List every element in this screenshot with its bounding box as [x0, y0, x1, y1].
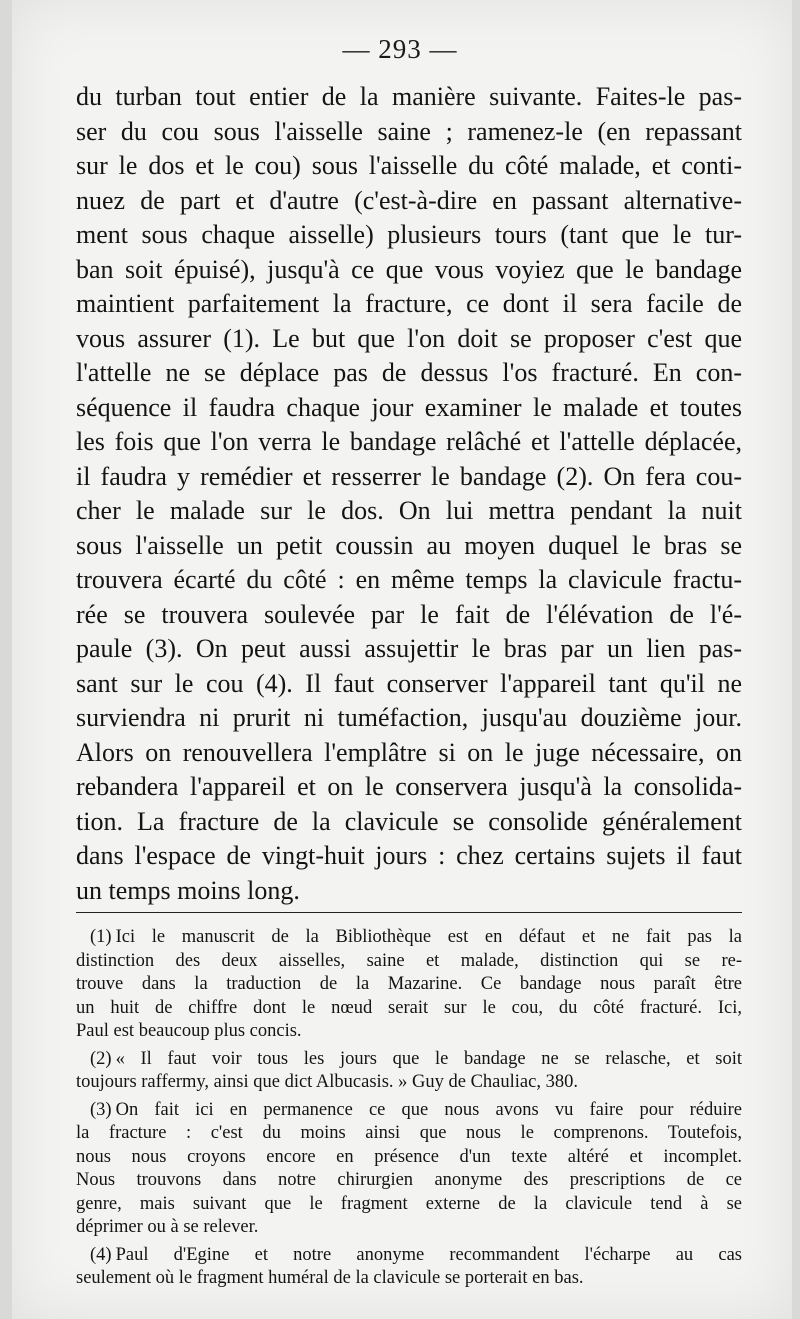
text-line: du turban tout entier de la manière suivante. Faites-le pas- [76, 82, 742, 111]
text-line: il faudra y remédier et resserrer le bandage (2). On fera cou- [76, 461, 742, 491]
footnote-text: Paul d'Egine et notre anonyme recommandent l'écharpe au cas [115, 1244, 742, 1265]
footnote-number: (3) [90, 1099, 112, 1120]
text-line: cher le malade sur le dos. On lui mettra pendant la nuit [76, 496, 742, 525]
text-line: sur le dos et le cou) sous l'aisselle du côté malade, et conti- [76, 151, 742, 180]
footnotes [76, 926, 742, 1295]
text-line: les fois que l'on verra le bandage relâché et l'attelle déplacée, [76, 427, 742, 456]
footnote-line: la fracture : c'est du moins ainsi que nous le comprenons. Toutefois, [76, 1123, 742, 1143]
footnote [76, 926, 742, 1044]
text-line: tion. La fracture de la clavicule se consolide généralement [76, 806, 742, 836]
footnote-number: (1) [90, 927, 112, 947]
text-line: sous l'aisselle un petit coussin au moyen duquel le bras se [76, 530, 742, 560]
text-line: rebandera l'appareil et on le conservera jusqu'à la consolida- [76, 772, 742, 801]
footnote [76, 1244, 742, 1291]
footnote [76, 1048, 742, 1095]
text-line: trouvera écarté du côté : en même temps la clavicule fractu- [76, 565, 742, 594]
footnote-line [76, 926, 742, 950]
footnote-line: genre, mais suivant que le fragment externe de la clavicule tend à se [76, 1193, 742, 1214]
footnote-line [76, 1099, 742, 1123]
footnote-line: Paul est beaucoup plus concis. [76, 1021, 302, 1041]
footnote-line: distinction des deux aisselles, saine et malade, distinction qui se re- [76, 950, 742, 971]
text-line: ser du cou sous l'aisselle saine ; ramenez-le (en repassant [76, 116, 742, 146]
text-line: un temps moins long. [76, 875, 300, 905]
text-line: séquence il faudra chaque jour examiner le malade et toutes [76, 392, 742, 422]
footnote-line: Nous trouvons dans notre chirurgien anonyme des prescriptions de ce [76, 1170, 742, 1190]
text-line: surviendra ni prurit ni tuméfaction, jusqu'au douzième jour. [76, 703, 742, 732]
main-text [76, 80, 742, 908]
footnote [76, 1099, 742, 1240]
text-line: ment sous chaque aisselle) plusieurs tours (tant que le tur- [76, 220, 742, 249]
text-line: Alors on renouvellera l'emplâtre si on le juge nécessaire, on [76, 737, 742, 767]
page-number: — 293 — [342, 34, 458, 64]
footnote-line: toujours raffermy, ainsi que dict Albucasis. » Guy de Chauliac, 380. [76, 1072, 578, 1092]
text-line: l'attelle ne se déplace pas de dessus l'os fracturé. En con- [76, 358, 742, 387]
text-line: sant sur le cou (4). Il faut conserver l'appareil tant qu'il ne [76, 668, 742, 698]
footnote-line: nous nous croyons encore en présence d'un texte altéré et incomplet. [76, 1146, 742, 1167]
footnote-line: seulement où le fragment huméral de la clavicule se porterait en bas. [76, 1268, 584, 1288]
footnote-line: déprimer ou à se relever. [76, 1217, 259, 1237]
text-line: paule (3). On peut aussi assujettir le bras par un lien pas- [76, 634, 742, 663]
footnote-number: (2) [90, 1048, 112, 1069]
footnote-line [76, 1048, 742, 1072]
text-line: ban soit épuisé), jusqu'à ce que vous voyiez que le bandage [76, 254, 742, 284]
footnote-line: un huit de chiffre dont le nœud serait sur le cou, du côté fracturé. Ici, [76, 997, 742, 1018]
footnote-text: Ici le manuscrit de la Bibliothèque est en défaut et ne fait pas la [115, 927, 742, 947]
text-line: nuez de part et d'autre (c'est-à-dire en passant alternative- [76, 185, 742, 215]
footnote-separator [76, 912, 742, 913]
footnote-text: « Il faut voir tous les jours que le bandage ne se relasche, et soit [115, 1048, 742, 1069]
text-line: vous assurer (1). Le but que l'on doit se proposer c'est que [76, 323, 742, 353]
footnote-number: (4) [90, 1244, 112, 1265]
footnote-line: trouve dans la traduction de la Mazarine. Ce bandage nous paraît être [76, 974, 742, 994]
footnote-text: On fait ici en permanence ce que nous avons vu faire pour réduire [115, 1099, 742, 1120]
footnote-line [76, 1244, 742, 1268]
text-line: maintient parfaitement la fracture, ce dont il sera facile de [76, 289, 742, 318]
text-line: dans l'espace de vingt-huit jours : chez certains sujets il faut [76, 841, 742, 870]
text-line: rée se trouvera soulevée par le fait de l'élévation de l'é- [76, 599, 742, 629]
